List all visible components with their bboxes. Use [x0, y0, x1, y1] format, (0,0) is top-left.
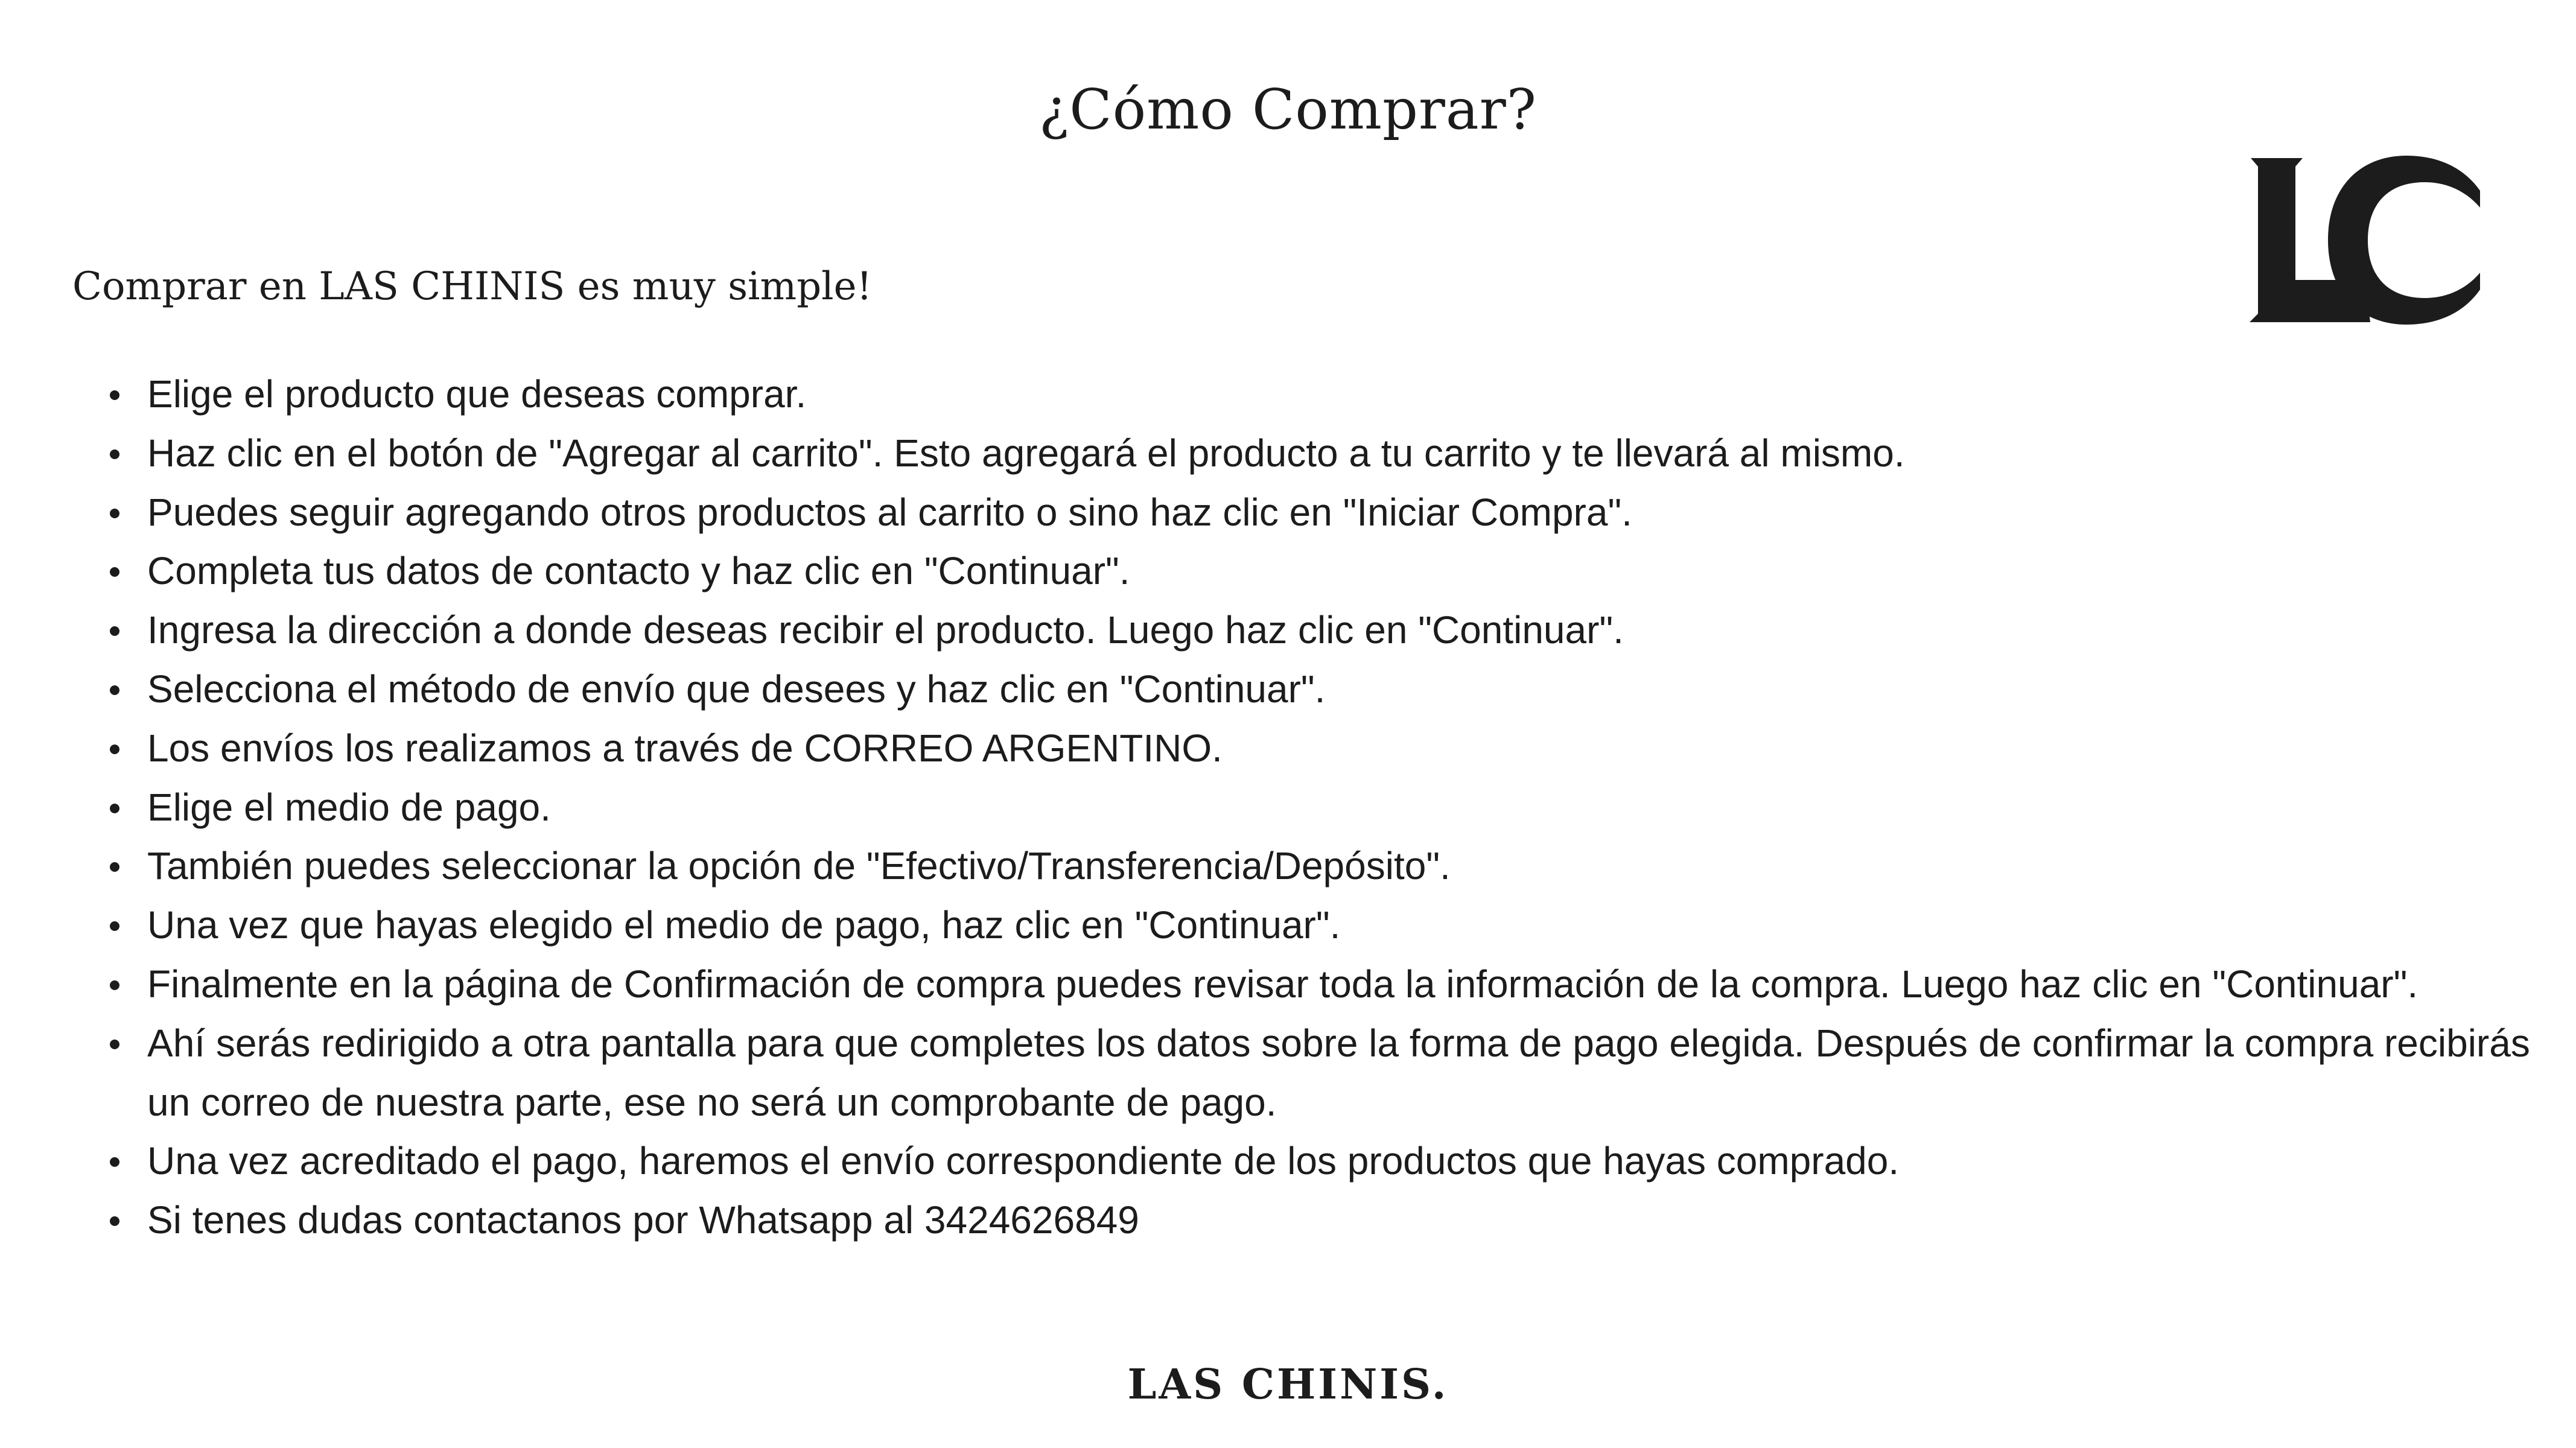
list-item: Finalmente en la página de Confirmación de compra puedes revisar toda la información de la compra. Luego haz clic en "Continuar".	[147, 955, 2573, 1014]
list-item: También puedes seleccionar la opción de "Efectivo/Transferencia/Depósito".	[147, 837, 2573, 896]
list-item: Una vez que hayas elegido el medio de pago, haz clic en "Continuar".	[147, 896, 2573, 955]
intro-text: Comprar en LAS CHINIS es muy simple!	[72, 264, 873, 309]
list-item: Haz clic en el botón de "Agregar al carrito". Esto agregará el producto a tu carrito y te llevará al mismo.	[147, 424, 2573, 483]
list-item: Completa tus datos de contacto y haz clic en "Continuar".	[147, 542, 2573, 601]
list-item: Ingresa la dirección a donde deseas recibir el producto. Luego haz clic en "Continuar".	[147, 601, 2573, 660]
list-item: Elige el medio de pago.	[147, 778, 2573, 837]
lc-monogram-logo	[2245, 156, 2486, 325]
list-item: Si tenes dudas contactanos por Whatsapp al 3424626849	[147, 1191, 2573, 1250]
list-item: Ahí serás redirigido a otra pantalla para que completes los datos sobre la forma de pago elegida. Después de confirmar la compra recibirás un correo de nuestra parte, ese no será un comprobante de pago.	[147, 1014, 2573, 1132]
logo-letter-c	[2328, 156, 2480, 325]
list-item: Una vez acreditado el pago, haremos el envío correspondiente de los productos que hayas comprado.	[147, 1132, 2573, 1191]
page-title: ¿Cómo Comprar?	[1038, 77, 1538, 142]
steps-list	[72, 365, 2573, 1250]
list-item: Selecciona el método de envío que desees y haz clic en "Continuar".	[147, 660, 2573, 719]
footer-brand: LAS CHINIS.	[1127, 1361, 1449, 1409]
list-item: Los envíos los realizamos a través de CORREO ARGENTINO.	[147, 719, 2573, 778]
list-item: Puedes seguir agregando otros productos al carrito o sino haz clic en "Iniciar Compra".	[147, 483, 2573, 542]
list-item: Elige el producto que deseas comprar.	[147, 365, 2573, 424]
